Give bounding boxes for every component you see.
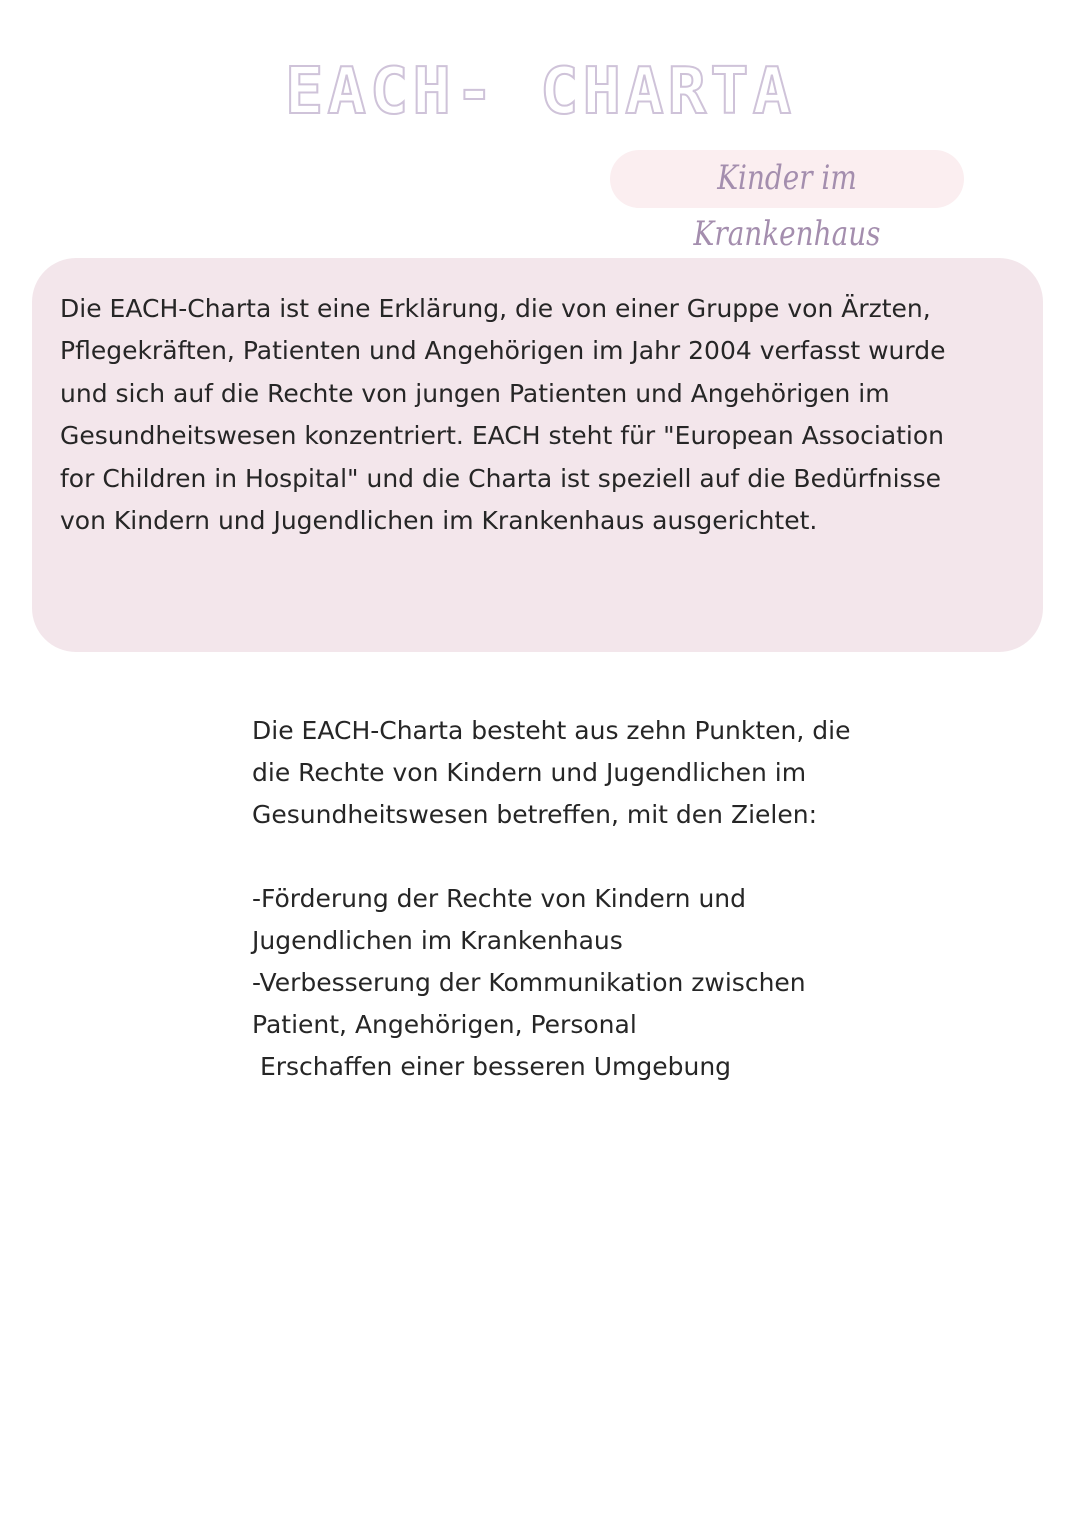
goal-item: -Förderung der Rechte von Kindern und Jugendlichen im Krankenhaus [252, 884, 747, 955]
subtitle-banner [610, 150, 964, 254]
goal-item: -Verbesserung der Kommunikation zwischen Patient, Angehörigen, Personal [252, 968, 806, 1039]
goals-section [252, 710, 892, 1088]
paragraph-spacer [252, 836, 892, 878]
page-title: EACH- CHARTA [284, 55, 796, 129]
goal-item: Erschaffen einer besseren Umgebung [252, 1052, 732, 1081]
page-subtitle: Kinder im Krankenhaus [693, 158, 881, 254]
intro-box [32, 258, 1043, 652]
intro-paragraph: Die EACH-Charta ist eine Erklärung, die von einer Gruppe von Ärzten, Pflegekräften, Patienten und Angehörigen im Jahr 2004 verfasst wurde und sich auf die Rechte von jungen Patienten und Angehörigen im Gesundheitswesen konzentriert. EACH steht für "European Association for Children in Hospital" und die Charta ist speziell auf die Bedürfnisse von Kindern und Jugendlichen im Krankenhaus ausgerichtet. [60, 294, 946, 536]
goals-lead-paragraph: Die EACH-Charta besteht aus zehn Punkten, die die Rechte von Kindern und Jugendlichen im Gesundheitswesen betreffen, mit den Zielen: [252, 716, 851, 829]
